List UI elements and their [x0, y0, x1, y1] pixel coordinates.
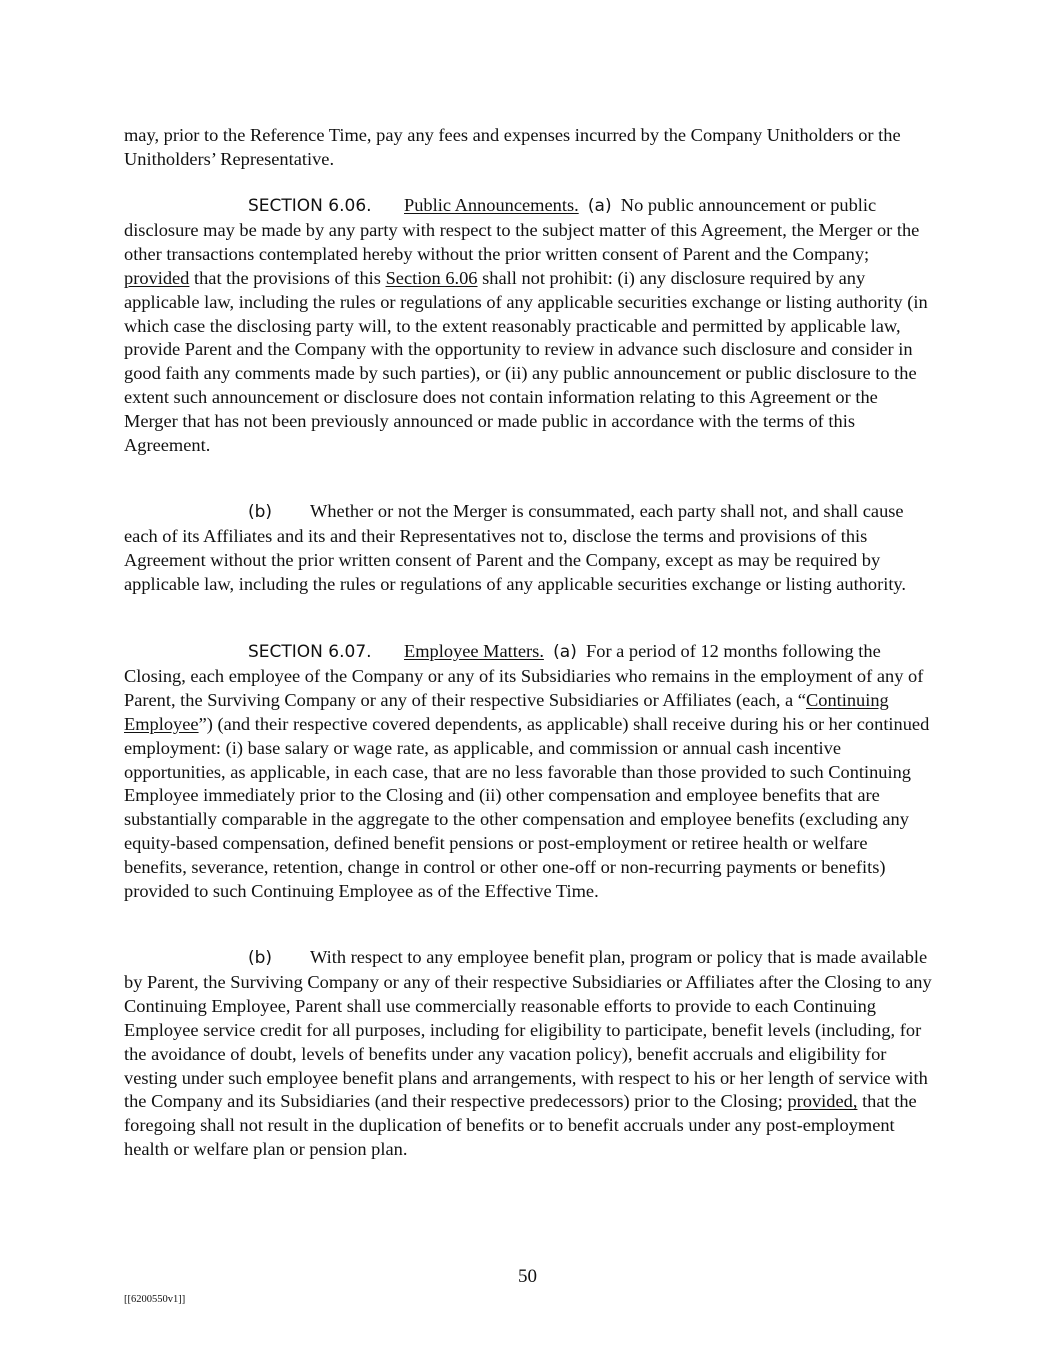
section-6-06-text-2: that the provisions of this — [193, 267, 381, 288]
section-6-07-number: SECTION 6.07. — [248, 642, 372, 662]
section-6-07-sub-b-label: (b) — [248, 948, 273, 968]
section-6-07-sub-b-text-1: With respect to any employee benefit plan, program or policy that is made available by Parent, the Surviving Company or any of their respective Subsidiaries or Affiliates after the Closing to any Continuing Employee, Parent shall use commercially reasonable efforts to provide to each Continuing Employee service credit for all purposes, including for eligibility to participate, benefit levels (including, for the avoidance of doubt, levels of benefits under any vacation policy), benefit accruals and eligibility for vesting under such employee benefit plans and arrangements, with respect to his or her length of service with the Company and its Subsidiaries (and their respective predecessors) prior to the Closing; — [124, 947, 932, 1112]
section-6-06-sub-a-label: (a) — [587, 196, 612, 216]
section-6-06-provided-term: provided — [124, 267, 190, 288]
section-6-06-text-1: No public announcement or public disclosure may be made by any party with respect to the subject matter of this Agreement, the Merger or the other transactions contemplated hereby without the prior written consent of Parent and the Company; — [124, 195, 920, 264]
intro-paragraph — [124, 124, 934, 172]
section-6-06-paragraph-a — [0, 194, 934, 458]
section-6-06-sub-b-label: (b) — [248, 502, 273, 522]
section-6-06-text-3: shall not prohibit: (i) any disclosure required by any applicable law, including the rules or regulations of any applicable securities exchange or listing authority (in which case the disclosing party will, to the extent reasonably practicable and permitted by applicable law, provide Parent and the Company with the opportunity to review in advance such disclosure and consider in good faith any comments made by such parties), or (ii) any public announcement or public disclosure to the extent such announcement or disclosure does not contain information relating to this Agreement or the Merger that has not been previously announced or made public in accordance with the terms of this Agreement. — [124, 267, 928, 456]
section-6-07-sub-b-text-2: that the foregoing shall not result in the duplication of benefits or to benefit accruals under any post-employment health or welfare plan or pension plan. — [124, 1091, 917, 1160]
section-6-07-paragraph-a — [0, 640, 934, 904]
section-6-06-number: SECTION 6.06. — [248, 196, 372, 216]
section-6-07-text-1: For a period of 12 months following the Closing, each employee of the Company or any of its Subsidiaries who remains in the employment of any of Parent, the Surviving Company or any of their respective Subsidiaries or Affiliates (each, a “ — [124, 641, 924, 710]
section-6-07-defined-term: Continuing Employee — [124, 689, 889, 734]
section-6-07-sub-a-label: (a) — [553, 642, 577, 662]
section-6-07-title: Employee Matters. — [404, 641, 544, 661]
document-id: [[6200550v1]] — [124, 1294, 186, 1305]
section-6-06-paragraph-b — [0, 500, 934, 597]
section-6-06-sub-b-text: Whether or not the Merger is consummated, each party shall not, and shall cause each of its Affiliates and its and their Representatives not to, disclose the terms and provisions of this Agreement without the prior written consent of Parent and the Company, except as may be required by applicable law, including the rules or regulations of any applicable securities exchange or listing authority. — [124, 501, 907, 594]
section-6-06-section-ref: Section 6.06 — [385, 267, 478, 288]
section-6-07-text-2: ”) (and their respective covered dependents, as applicable) shall receive during his or her continued employment: (i) base salary or wage rate, as applicable, and commission or annual cash incentive opportunities, as applicable, in each case, that are no less favorable than those provided to such Continuing Employee immediately prior to the Closing and (ii) other compensation and employee benefits that are substantially comparable in the aggregate to the other compensation and employee benefits (excluding any equity-based compensation, defined benefit pensions or post-employment or retiree health or welfare benefits, severance, retention, change in control or other one-off or non-recurring payments or benefits) provided to such Continuing Employee as of the Effective Time. — [124, 713, 930, 902]
page-number: 50 — [518, 1266, 537, 1287]
section-6-07-paragraph-b — [0, 946, 934, 1162]
section-6-06-title: Public Announcements. — [404, 195, 579, 215]
intro-text: may, prior to the Reference Time, pay any fees and expenses incurred by the Company Unitholders or the Unitholders’ Representative. — [124, 125, 901, 169]
section-6-07-provided-term: provided, — [787, 1091, 858, 1112]
